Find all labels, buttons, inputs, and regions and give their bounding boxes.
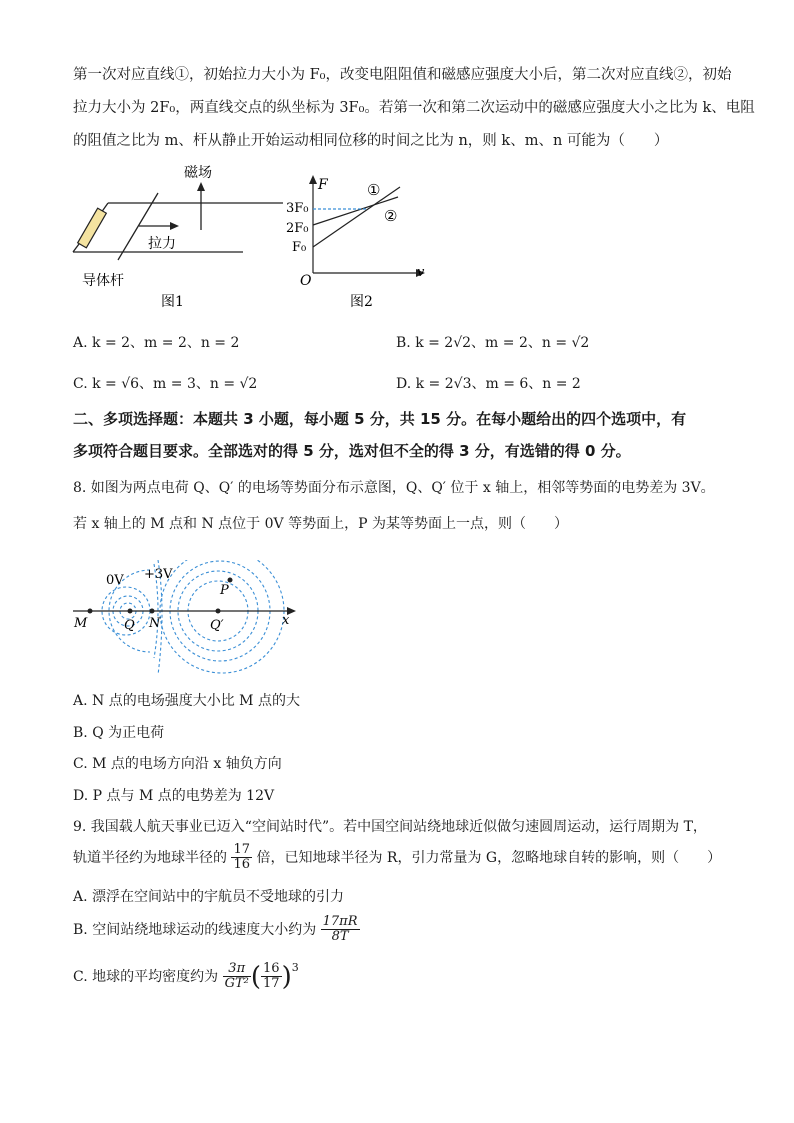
charge-q-prime bbox=[216, 609, 221, 614]
q7-figure1 bbox=[68, 160, 288, 310]
q7-figure2 bbox=[280, 175, 440, 315]
fraction-denominator: 8T bbox=[331, 929, 349, 945]
section2-heading-line2: 多项符合题目要求。全部选对的得 5 分，选对但不全的得 3 分，有选错的得 0 分。 bbox=[73, 442, 631, 460]
q9-option-c-inner-fraction bbox=[261, 962, 282, 992]
q8-option-b[interactable]: B. Q 为正电荷 bbox=[73, 725, 165, 741]
fraction-numerator: 17 bbox=[233, 842, 250, 857]
label-m: M bbox=[74, 616, 88, 631]
origin-label: O bbox=[300, 273, 312, 289]
label-x: x bbox=[282, 613, 290, 628]
exponent: 3 bbox=[291, 961, 299, 974]
tick-f0: F₀ bbox=[292, 240, 307, 255]
q9-stem-line2 bbox=[73, 843, 721, 873]
q8-stem-line2: 若 x 轴上的 M 点和 N 点位于 0V 等势面上，P 为某等势面上一点，则（ ） bbox=[73, 516, 568, 532]
q9-option-b-fraction bbox=[321, 915, 360, 945]
q9-option-a[interactable]: A. 漂浮在空间站中的宇航员不受地球的引力 bbox=[73, 889, 345, 905]
label-0v: 0V bbox=[106, 573, 124, 588]
figure1-caption: 图1 bbox=[161, 294, 184, 310]
fraction-numerator: 17πR bbox=[322, 914, 358, 929]
label-q: Q bbox=[124, 618, 135, 633]
axis-v-label: v bbox=[417, 265, 425, 280]
charge-q bbox=[128, 609, 133, 614]
label-q-prime: Q′ bbox=[210, 618, 224, 633]
label-p: P bbox=[220, 583, 229, 598]
q8-option-a[interactable]: A. N 点的电场强度大小比 M 点的大 bbox=[73, 693, 300, 709]
q7-option-b[interactable]: B. k = 2√2、m = 2、n = √2 bbox=[396, 335, 590, 351]
q9-option-b-text: B. 空间站绕地球运动的线速度大小约为 bbox=[73, 921, 317, 938]
tick-3f0: 3F₀ bbox=[286, 201, 309, 216]
tick-2f0: 2F₀ bbox=[286, 221, 309, 236]
q9-line2-post: 倍，已知地球半径为 R，引力常量为 G，忽略地球自转的影响，则（ ） bbox=[256, 849, 722, 866]
q7-stem-line2: 拉力大小为 2F₀，两直线交点的纵坐标为 3F₀。若第一次和第二次运动中的磁感应强度大小之比为 k、电阻 bbox=[73, 100, 755, 116]
q8-stem-line1: 8. 如图为两点电荷 Q、Q′ 的电场等势面分布示意图，Q、Q′ 位于 x 轴上，相邻等势面的电势差为 3V。 bbox=[73, 480, 715, 496]
q8-figure bbox=[68, 560, 308, 685]
point-m bbox=[88, 609, 93, 614]
fraction-numerator: 16 bbox=[263, 961, 280, 976]
q7-stem-line1: 第一次对应直线①，初始拉力大小为 F₀，改变电阻阻值和磁感应强度大小后，第二次对应直线②，初始 bbox=[73, 67, 732, 83]
q9-line2-pre: 轨道半径约为地球半径的 bbox=[73, 849, 227, 866]
right-paren: ) bbox=[281, 961, 292, 992]
q9-option-b[interactable] bbox=[73, 915, 360, 945]
field-label: 磁场 bbox=[184, 165, 212, 181]
force-arrow-icon bbox=[139, 222, 179, 230]
line2-label: ② bbox=[384, 207, 398, 225]
q7-option-a[interactable]: A. k = 2、m = 2、n = 2 bbox=[73, 335, 240, 351]
q9-option-c-fraction bbox=[223, 962, 251, 992]
resistor-icon bbox=[78, 208, 107, 248]
q8-option-c[interactable]: C. M 点的电场方向沿 x 轴负方向 bbox=[73, 756, 282, 772]
force-label: 拉力 bbox=[148, 236, 176, 252]
magnetic-field-arrow-icon bbox=[197, 182, 205, 230]
figure2-caption: 图2 bbox=[350, 294, 373, 310]
fraction-denominator: GT² bbox=[224, 976, 249, 992]
fraction-denominator: 16 bbox=[233, 857, 250, 873]
rod-label: 导体杆 bbox=[82, 273, 124, 289]
fraction-numerator: 3π bbox=[223, 962, 251, 977]
q7-option-c[interactable]: C. k = √6、m = 3、n = √2 bbox=[73, 376, 258, 392]
q7-option-d[interactable]: D. k = 2√3、m = 6、n = 2 bbox=[396, 376, 581, 392]
label-n: N bbox=[149, 616, 161, 631]
left-paren: ( bbox=[250, 961, 262, 992]
q7-stem-line3: 的阻值之比为 m、杆从静止开始运动相同位移的时间之比为 n，则 k、m、n 可能为（ ） bbox=[73, 133, 669, 149]
label-3v: +3V bbox=[144, 567, 173, 582]
q9-option-c[interactable] bbox=[73, 962, 299, 992]
point-n bbox=[150, 609, 155, 614]
point-p bbox=[228, 578, 233, 583]
section2-heading-line1: 二、多项选择题：本题共 3 小题，每小题 5 分，共 15 分。在每小题给出的四个选项中，有 bbox=[73, 410, 687, 428]
q9-stem-line1: 9. 我国载人航天事业已迈入“空间站时代”。若中国空间站绕地球近似做匀速圆周运动，运行周期为 T， bbox=[73, 819, 707, 835]
q8-option-d[interactable]: D. P 点与 M 点的电势差为 12V bbox=[73, 788, 275, 804]
axis-f-label: F bbox=[318, 177, 328, 193]
line1-label: ① bbox=[367, 181, 381, 199]
q9-option-c-text: C. 地球的平均密度约为 bbox=[73, 968, 219, 985]
q9-ratio-fraction bbox=[231, 843, 252, 873]
fraction-denominator: 17 bbox=[263, 976, 280, 992]
